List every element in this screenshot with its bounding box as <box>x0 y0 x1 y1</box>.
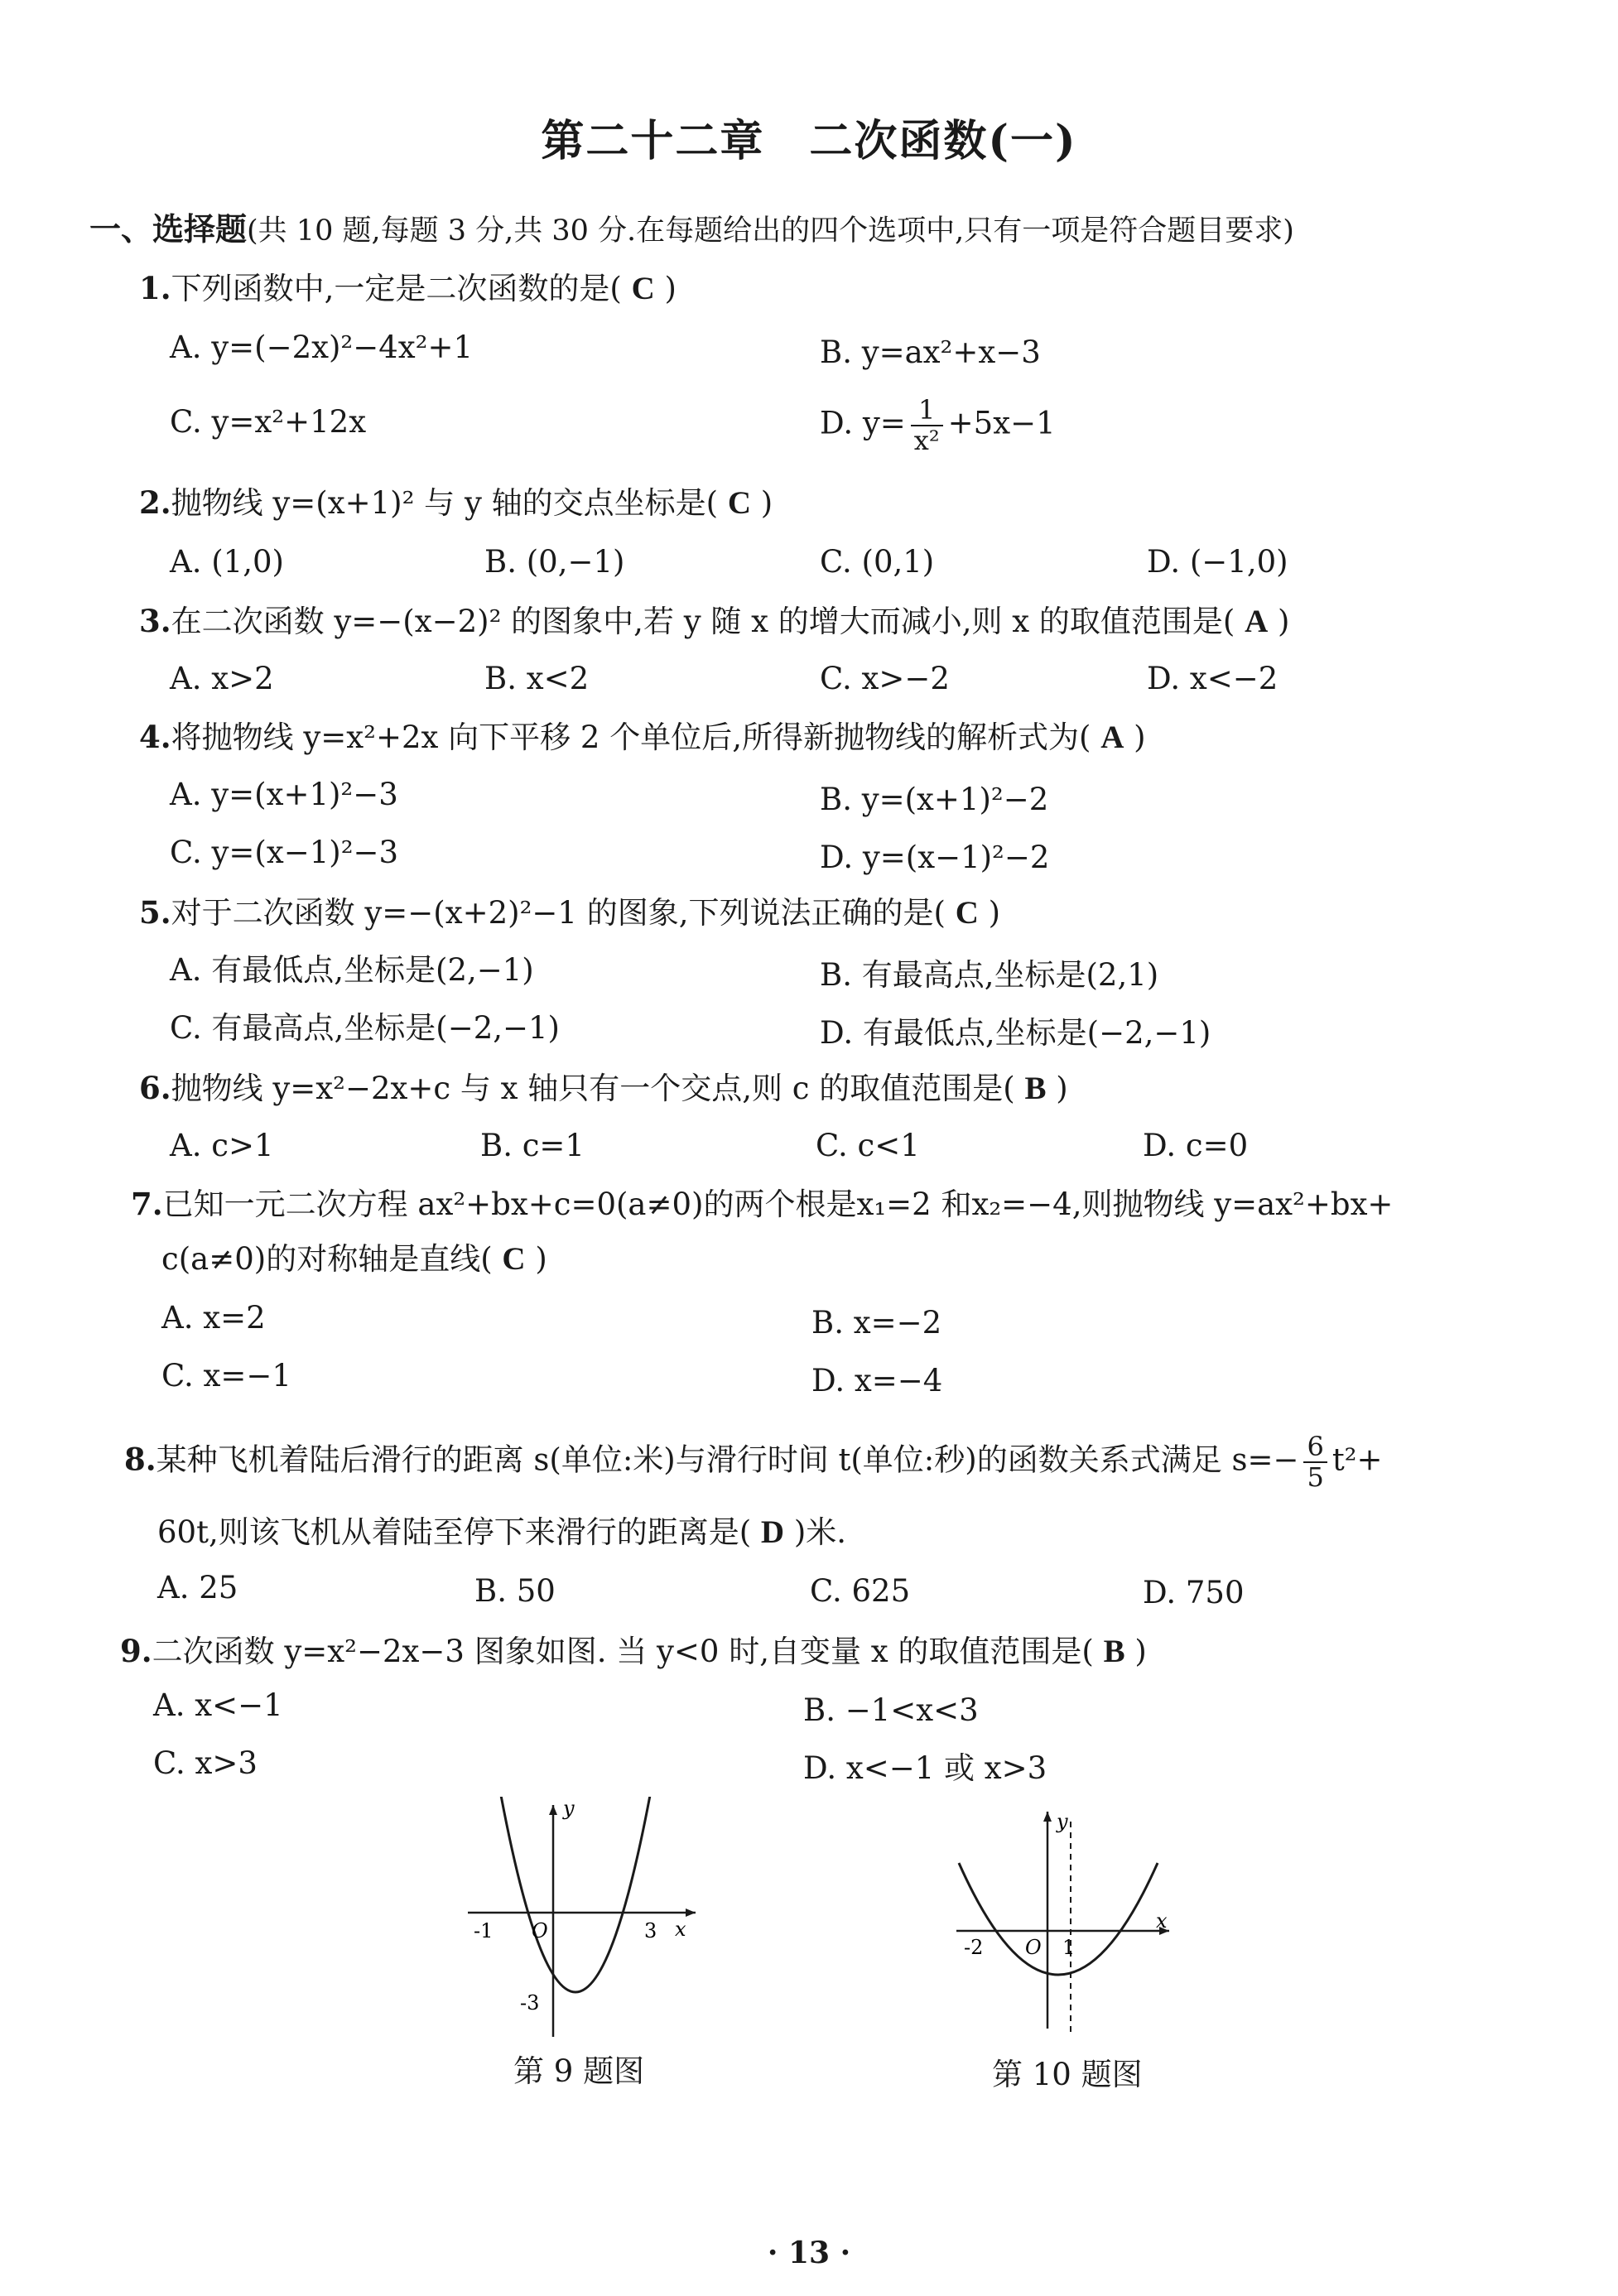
question-3-stem <box>139 603 1289 642</box>
question-tail: ) <box>1056 1071 1068 1106</box>
q7-option-b: B. x=−2 <box>811 1305 942 1341</box>
option-d-prefix: D. y= <box>820 405 906 441</box>
question-text: 某种飞机着陆后滑行的距离 s(单位:米)与滑行时间 t(单位:秒)的函数关系式满足 s=− <box>156 1442 1299 1478</box>
question-number: 7. <box>131 1186 163 1222</box>
symmetry-axis-label: 1 <box>1062 1936 1076 1959</box>
question-tail: ) <box>535 1241 547 1277</box>
q3-option-d: D. x<−2 <box>1147 661 1279 696</box>
y-axis-label: y <box>1057 1810 1068 1833</box>
section-note: (共 10 题,每题 3 分,共 30 分.在每题给出的四个选项中,只有一项是符合题目要求) <box>247 214 1294 248</box>
q7-option-c: C. x=−1 <box>161 1358 291 1393</box>
answer-letter: A <box>1100 720 1124 755</box>
q9-option-b: B. −1<x<3 <box>803 1692 979 1728</box>
q9-option-c: C. x>3 <box>153 1745 258 1781</box>
question-number: 3. <box>139 603 171 639</box>
question-4-stem <box>139 719 1146 758</box>
question-number: 2. <box>139 484 171 521</box>
question-number: 4. <box>139 719 171 755</box>
question-7-stem-line2 <box>161 1240 547 1279</box>
question-text: 在二次函数 y=−(x−2)² 的图象中,若 y 随 x 的增大而减小,则 x 的取值范围是( <box>171 604 1235 639</box>
question-text: 抛物线 y=x²−2x+c 与 x 轴只有一个交点,则 c 的取值范围是( <box>171 1071 1015 1106</box>
q9-option-a: A. x<−1 <box>153 1687 283 1723</box>
question-tail: )米. <box>793 1514 847 1550</box>
q4-option-a: A. y=(x+1)²−3 <box>170 777 398 812</box>
question-text: 二次函数 y=x²−2x−3 图象如图. 当 y<0 时,自变量 x 的取值范围是( <box>152 1634 1094 1669</box>
question-5-stem <box>139 894 1000 933</box>
answer-letter: B <box>1103 1634 1125 1669</box>
y-axis-arrow-icon <box>1043 1812 1052 1822</box>
question-text-continued: 60t,则该飞机从着陆至停下来滑行的距离是( <box>157 1514 752 1550</box>
fraction-numerator: 6 <box>1303 1432 1327 1463</box>
q8-option-a: A. 25 <box>157 1570 238 1605</box>
question-1-stem <box>139 270 677 309</box>
page-title: 第二十二章 二次函数(一) <box>541 116 1077 166</box>
figure-9-graph <box>464 1797 712 2045</box>
fraction <box>1303 1432 1327 1492</box>
q5-option-c: C. 有最高点,坐标是(−2,−1) <box>170 1010 560 1046</box>
origin-label: O <box>532 1919 548 1942</box>
question-8-stem <box>124 1432 1383 1492</box>
origin-label: O <box>1025 1936 1042 1959</box>
q8-option-b: B. 50 <box>474 1573 556 1609</box>
q7-option-d: D. x=−4 <box>811 1363 943 1398</box>
page-number: · 13 · <box>767 2236 851 2270</box>
answer-letter: B <box>1024 1071 1047 1106</box>
fraction-denominator: 5 <box>1307 1461 1324 1494</box>
question-number: 8. <box>124 1441 157 1478</box>
question-tail: ) <box>1134 720 1146 755</box>
question-text: 下列函数中,一定是二次函数的是( <box>171 271 622 306</box>
question-number: 6. <box>139 1070 171 1106</box>
left-root-label: -2 <box>964 1936 984 1959</box>
q8-option-d: D. 750 <box>1143 1575 1245 1610</box>
parabola-curve <box>495 1797 656 1992</box>
q2-option-c: C. (0,1) <box>820 544 935 580</box>
x-axis-arrow-icon <box>686 1909 696 1917</box>
q3-option-c: C. x>−2 <box>820 661 950 696</box>
fraction-denominator: x² <box>913 425 940 457</box>
answer-letter: C <box>955 895 979 931</box>
fraction <box>911 396 943 455</box>
answer-letter: A <box>1245 604 1269 639</box>
question-number: 1. <box>139 270 171 306</box>
question-text: 抛物线 y=(x+1)² 与 y 轴的交点坐标是( <box>171 485 719 521</box>
q4-option-c: C. y=(x−1)²−3 <box>170 835 399 870</box>
q1-option-b: B. y=ax²+x−3 <box>820 335 1041 370</box>
q1-option-d <box>820 396 1056 455</box>
x-axis-label: x <box>1156 1909 1168 1933</box>
question-number: 9. <box>120 1633 152 1669</box>
figure-10-graph <box>952 1805 1192 2037</box>
q2-option-a: A. (1,0) <box>170 544 284 580</box>
question-tail: ) <box>760 485 773 521</box>
q2-option-d: D. (−1,0) <box>1147 544 1288 580</box>
y-axis-arrow-icon <box>549 1805 557 1815</box>
question-text: 已知一元二次方程 ax²+bx+c=0(a≠0)的两个根是x₁=2 和x₂=−4,则抛物线 y=ax²+bx+ <box>162 1187 1394 1222</box>
q7-option-a: A. x=2 <box>161 1300 266 1336</box>
q6-option-b: B. c=1 <box>480 1128 585 1163</box>
question-tail: ) <box>664 271 677 306</box>
question-text: 对于二次函数 y=−(x+2)²−1 的图象,下列说法正确的是( <box>171 895 946 931</box>
question-9-stem <box>120 1633 1147 1672</box>
answer-letter: C <box>502 1241 526 1277</box>
question-text-end: t²+ <box>1331 1442 1383 1478</box>
y-axis-label: y <box>563 1797 575 1820</box>
right-root-label: 3 <box>644 1919 657 1942</box>
question-2-stem <box>139 484 773 523</box>
q5-option-a: A. 有最低点,坐标是(2,−1) <box>170 952 534 988</box>
q2-option-b: B. (0,−1) <box>484 544 625 580</box>
q5-option-b: B. 有最高点,坐标是(2,1) <box>820 957 1159 993</box>
q4-option-d: D. y=(x−1)²−2 <box>820 840 1050 875</box>
q6-option-d: D. c=0 <box>1143 1128 1249 1163</box>
section-header <box>89 210 1294 248</box>
question-tail: ) <box>1278 604 1290 639</box>
answer-letter: C <box>631 271 655 306</box>
q6-option-c: C. c<1 <box>816 1128 920 1163</box>
option-d-suffix: +5x−1 <box>947 405 1056 441</box>
q3-option-b: B. x<2 <box>484 661 590 696</box>
y-intercept-label: -3 <box>520 1991 540 2014</box>
x-axis-label: x <box>675 1918 686 1941</box>
answer-letter: C <box>727 485 751 521</box>
question-6-stem <box>139 1070 1068 1109</box>
question-number: 5. <box>139 894 171 931</box>
question-tail: ) <box>988 895 1001 931</box>
question-tail: ) <box>1134 1634 1147 1669</box>
question-7-stem <box>131 1186 1393 1223</box>
question-text: 将抛物线 y=x²+2x 向下平移 2 个单位后,所得新抛物线的解析式为( <box>171 720 1091 755</box>
q5-option-d: D. 有最低点,坐标是(−2,−1) <box>820 1015 1211 1051</box>
figure-10-caption: 第 10 题图 <box>992 2057 1143 2092</box>
q3-option-a: A. x>2 <box>170 661 274 696</box>
q1-option-a: A. y=(−2x)²−4x²+1 <box>170 330 474 365</box>
section-heading: 一、选择题 <box>89 210 248 248</box>
figure-9-caption: 第 9 题图 <box>513 2053 645 2089</box>
q8-option-c: C. 625 <box>810 1573 911 1609</box>
q9-option-d: D. x<−1 或 x>3 <box>803 1750 1047 1786</box>
q6-option-a: A. c>1 <box>170 1128 274 1163</box>
answer-letter: D <box>760 1514 785 1550</box>
q4-option-b: B. y=(x+1)²−2 <box>820 782 1049 817</box>
question-8-stem-line2 <box>157 1514 846 1552</box>
fraction-numerator: 1 <box>911 396 943 426</box>
q1-option-c: C. y=x²+12x <box>170 404 367 440</box>
question-text-continued: c(a≠0)的对称轴是直线( <box>161 1241 493 1277</box>
left-root-label: -1 <box>474 1919 494 1942</box>
parabola-curve <box>959 1863 1158 1975</box>
